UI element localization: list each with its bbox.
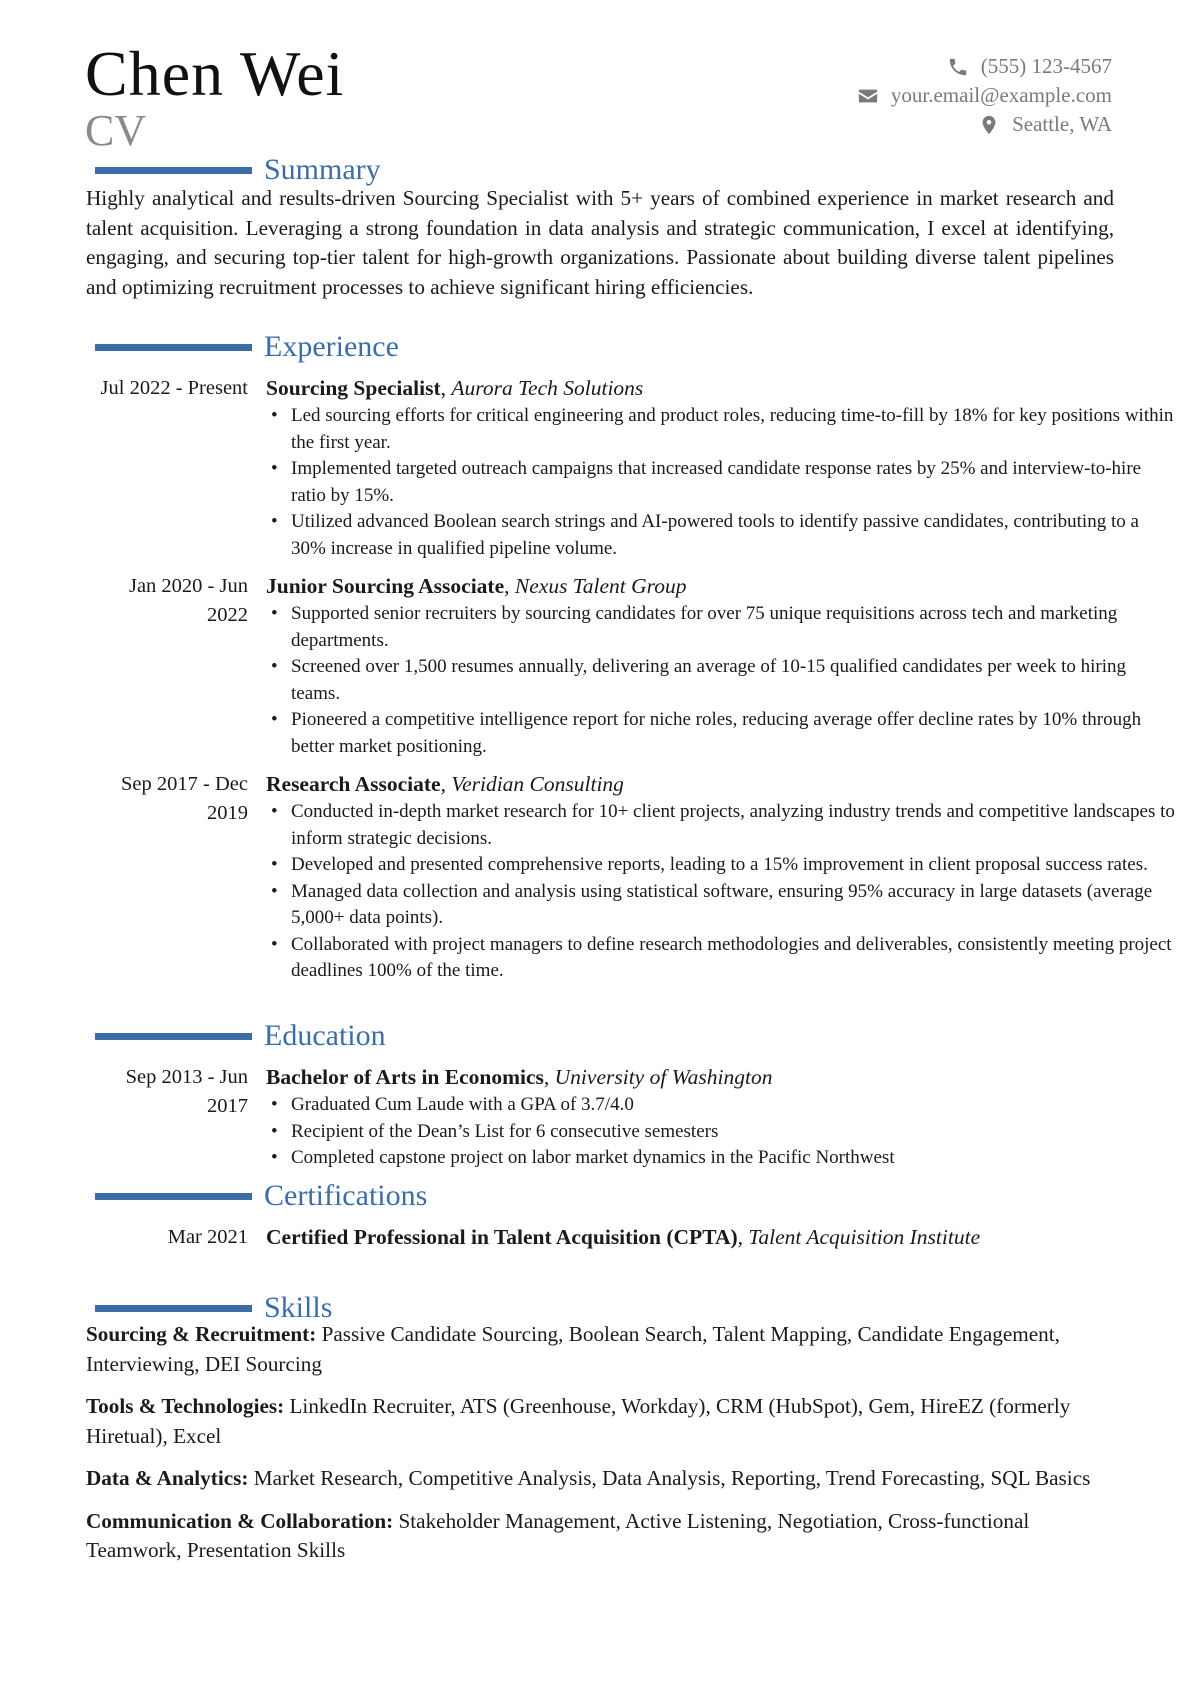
bullet-item: • Managed data collection and analysis using statistical software, ensuring 95% accuracy in large datasets (average 5,000+ data points). [266, 879, 1178, 932]
entry-role: Certified Professional in Talent Acquisition (CPTA) [266, 1225, 738, 1249]
section-bar [95, 1193, 252, 1200]
section-bar [95, 1033, 252, 1040]
contact-location [857, 110, 1112, 139]
bullet-item: • Graduated Cum Laude with a GPA of 3.7/4.0 [266, 1092, 1178, 1119]
skill-row [86, 1320, 1114, 1379]
email-text: your.email@example.com [890, 83, 1112, 107]
bullet-item: • Screened over 1,500 resumes annually, delivering an average of 10-15 qualified candidates per week to hiring teams. [266, 654, 1178, 707]
entry-organization: Aurora Tech Solutions [451, 376, 644, 400]
entry-body [266, 572, 1178, 760]
entry-body [266, 1063, 1178, 1172]
contact-email [857, 81, 1112, 110]
experience-heading [95, 329, 399, 365]
skill-items: Stakeholder Management, Active Listening, Negotiation, Cross-functional Teamwork, Presentation Skills [86, 1508, 1030, 1562]
bullet-list [266, 403, 1178, 562]
skill-row [86, 1464, 1114, 1494]
entry-body [266, 1223, 1178, 1252]
phone-text: (555) 123-4567 [980, 54, 1112, 78]
entry-date: Sep 2013 - Jun 2017 [125, 1066, 248, 1117]
section-title: Experience [264, 330, 399, 363]
skill-category: Sourcing & Recruitment: [86, 1322, 317, 1346]
skill-items: Market Research, Competitive Analysis, Data Analysis, Reporting, Trend Forecasting, SQL Basics [253, 1466, 1091, 1490]
entry-title: Bachelor of Arts in Economics, University of Washington [266, 1065, 773, 1089]
entry-title: Research Associate, Veridian Consulting [266, 772, 624, 796]
section-bar [95, 344, 252, 351]
entry-title: Certified Professional in Talent Acquisition (CPTA), Talent Acquisition Institute [266, 1225, 981, 1249]
bullet-item: • Conducted in-depth market research for 10+ client projects, analyzing industry trends and competitive landscapes to inform strategic decisions. [266, 799, 1178, 852]
skill-category: Data & Analytics: [86, 1466, 249, 1490]
skill-items: Passive Candidate Sourcing, Boolean Search, Talent Mapping, Candidate Engagement, Interviewing, DEI Sourcing [86, 1322, 1060, 1376]
entry-title: Junior Sourcing Associate, Nexus Talent Group [266, 574, 687, 598]
location-text: Seattle, WA [1012, 112, 1112, 136]
skills-list [86, 1320, 1114, 1579]
entry-body [266, 374, 1178, 562]
section-bar [95, 167, 252, 174]
education-heading [95, 1018, 386, 1054]
envelope-icon [857, 85, 879, 107]
entry-role: Bachelor of Arts in Economics [266, 1065, 544, 1089]
bullet-item: • Supported senior recruiters by sourcing candidates for over 75 unique requisitions across tech and marketing departments. [266, 601, 1178, 654]
entry-role: Research Associate [266, 772, 441, 796]
section-title: Certifications [264, 1179, 428, 1212]
bullet-item: • Utilized advanced Boolean search strings and AI-powered tools to identify passive candidates, contributing to a 30% increase in qualified pipeline volume. [266, 509, 1178, 562]
skill-row [86, 1507, 1114, 1566]
section-title: Summary [264, 153, 381, 186]
bullet-item: • Led sourcing efforts for critical engineering and product roles, reducing time-to-fill by 18% for key positions within the first year. [266, 403, 1178, 456]
bullet-item: • Completed capstone project on labor market dynamics in the Pacific Northwest [266, 1145, 1178, 1172]
entry-date: Jul 2022 - Present [100, 377, 248, 399]
certifications-heading [95, 1178, 427, 1214]
entry-date: Sep 2017 - Dec 2019 [121, 773, 248, 824]
candidate-name: Chen Wei [85, 38, 345, 109]
section-title: Skills [264, 1291, 333, 1324]
skill-category: Tools & Technologies: [86, 1394, 285, 1418]
bullet-item: • Collaborated with project managers to define research methodologies and deliverables, consistently meeting project deadlines 100% of the time. [266, 932, 1178, 985]
skill-items: LinkedIn Recruiter, ATS (Greenhouse, Workday), CRM (HubSpot), Gem, HireEZ (formerly Hiretual), Excel [86, 1394, 1071, 1448]
contact-phone [857, 52, 1112, 81]
skill-row [86, 1392, 1114, 1451]
bullet-list [266, 1092, 1178, 1172]
bullet-list [266, 601, 1178, 760]
entry-date: Mar 2021 [167, 1226, 248, 1248]
bullet-list [266, 799, 1178, 985]
bullet-item: • Developed and presented comprehensive reports, leading to a 15% improvement in client proposal success rates. [266, 852, 1178, 879]
summary-heading [95, 152, 381, 188]
bullet-item: • Recipient of the Dean’s List for 6 consecutive semesters [266, 1119, 1178, 1146]
entry-organization: Veridian Consulting [451, 772, 624, 796]
map-marker-icon [978, 114, 1000, 136]
entry-role: Junior Sourcing Associate [266, 574, 505, 598]
summary-text: Highly analytical and results-driven Sourcing Specialist with 5+ years of combined experience in market research and talent acquisition. Leveraging a strong foundation in data analysis and strategic communication, I excel at identifying, engaging, and securing top-tier talent for high-growth organizations. Passionate about building diverse talent pipelines and optimizing recruitment processes to achieve significant hiring efficiencies. [86, 186, 1114, 299]
entry-title: Sourcing Specialist, Aurora Tech Solutions [266, 376, 644, 400]
bullet-item: • Implemented targeted outreach campaigns that increased candidate response rates by 25% and interview-to-hire ratio by 15%. [266, 456, 1178, 509]
entry-role: Sourcing Specialist [266, 376, 441, 400]
section-bar [95, 1305, 252, 1312]
entry-organization: Nexus Talent Group [514, 574, 687, 598]
entry-organization: University of Washington [554, 1065, 773, 1089]
entry-date: Jan 2020 - Jun 2022 [128, 575, 248, 626]
document-type: CV [85, 106, 147, 155]
entry-organization: Talent Acquisition Institute [748, 1225, 981, 1249]
section-title: Education [264, 1019, 386, 1052]
entry-body [266, 770, 1178, 985]
bullet-item: • Pioneered a competitive intelligence report for niche roles, reducing average offer decline rates by 10% through better market positioning. [266, 707, 1178, 760]
contact-block [857, 52, 1112, 139]
phone-icon [947, 56, 969, 78]
skill-category: Communication & Collaboration: [86, 1508, 394, 1533]
